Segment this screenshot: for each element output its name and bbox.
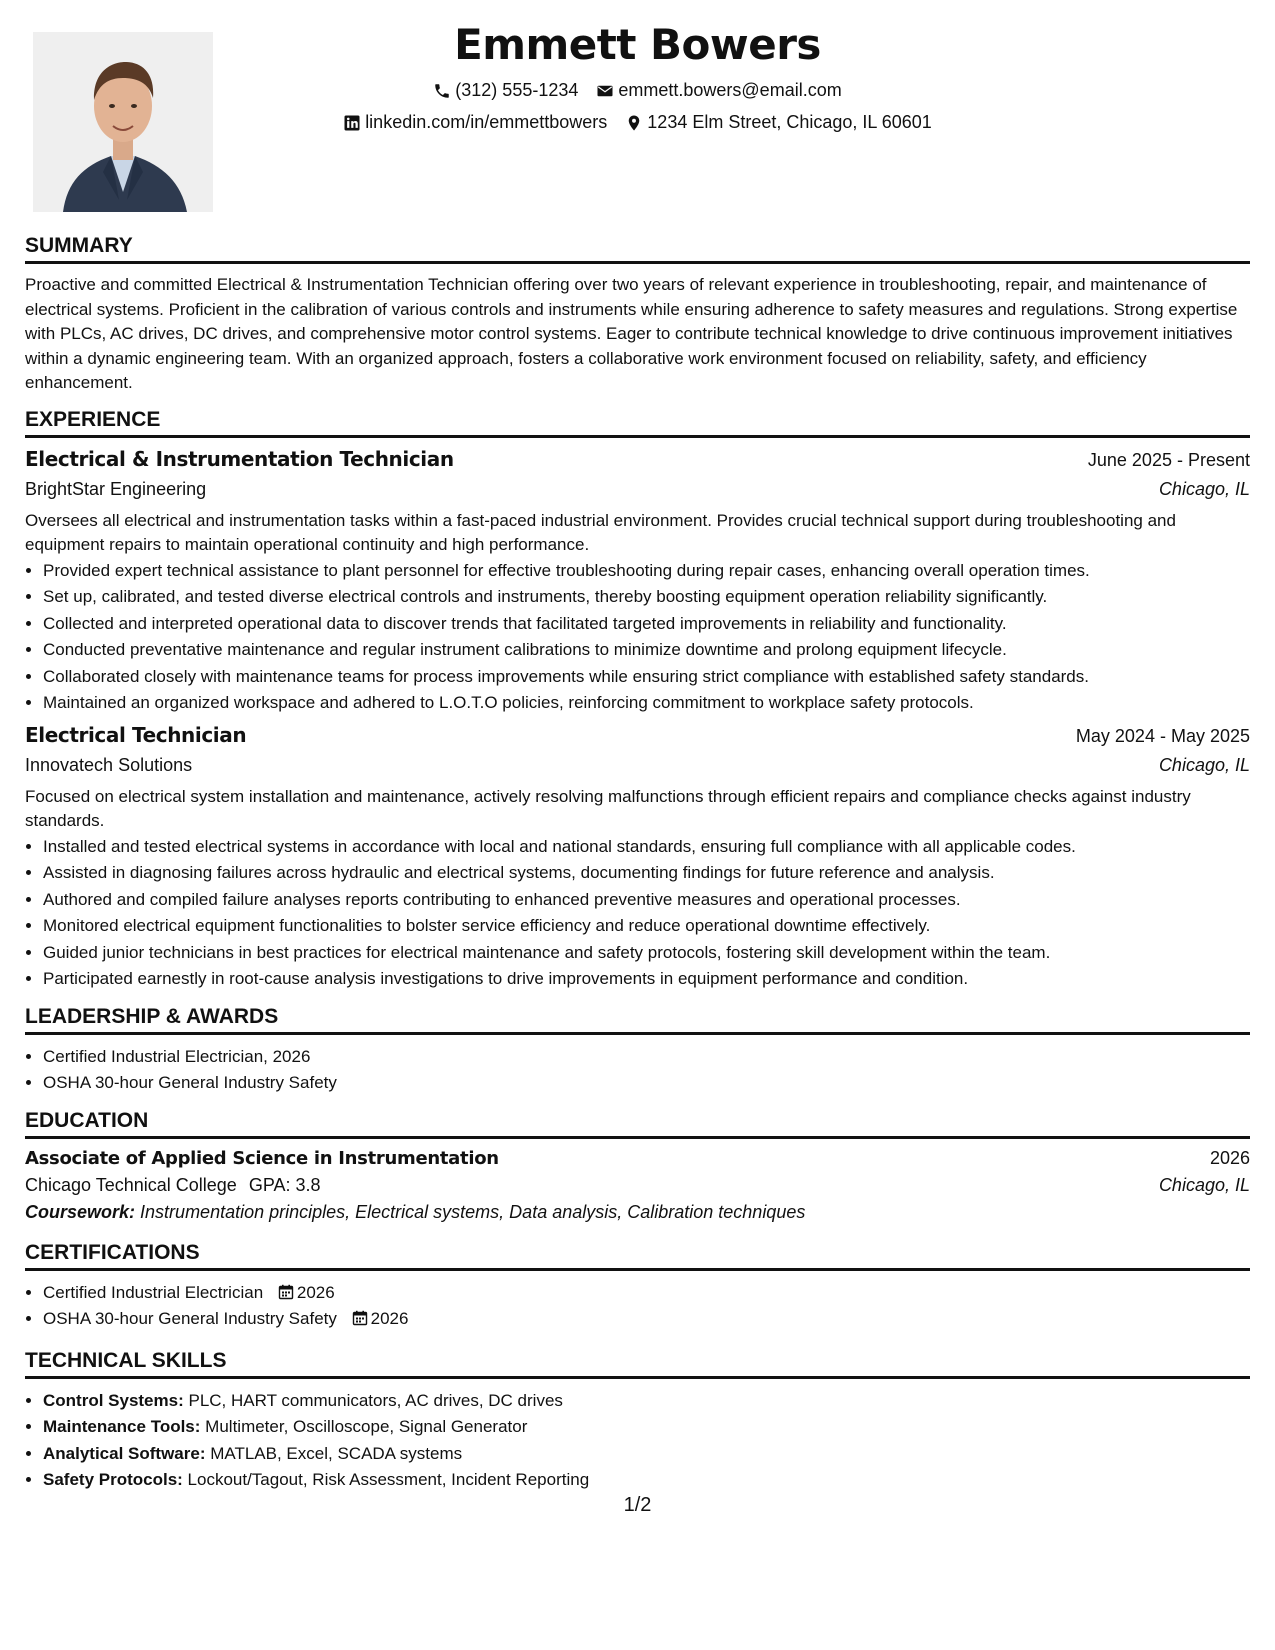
skill-value: Lockout/Tagout, Risk Assessment, Incident Reporting: [187, 1470, 590, 1489]
job-location: Chicago, IL: [1158, 478, 1250, 499]
skill-value: MATLAB, Excel, SCADA systems: [210, 1443, 463, 1463]
education-coursework: [25, 1202, 1250, 1223]
education-degree: Associate of Applied Science in Instrumentation: [25, 1147, 499, 1169]
job-company: Innovatech Solutions: [25, 754, 193, 775]
resume-page: [25, 0, 1250, 1650]
list-item: • Installed and tested electrical systems in accordance with local and national standards, ensuring full compliance with all applicable codes.: [43, 834, 1250, 861]
skills-section: [25, 1349, 1250, 1494]
certifications-list: [25, 1280, 1250, 1333]
skill-label: Safety Protocols:: [43, 1470, 183, 1489]
summary-section: [25, 234, 1250, 396]
map-pin-icon: [625, 114, 643, 132]
certification-year: 2026: [296, 1282, 335, 1302]
certification-name: OSHA 30-hour General Industry Safety: [43, 1309, 337, 1328]
calendar-icon: [352, 1308, 368, 1324]
certification-name: Certified Industrial Electrician: [43, 1282, 264, 1302]
skill-label: Maintenance Tools:: [43, 1417, 201, 1436]
list-item: [43, 1280, 1250, 1307]
skill-label: Analytical Software:: [43, 1443, 206, 1463]
section-title-summary: SUMMARY: [25, 234, 1250, 264]
education-school: Chicago Technical College: [25, 1174, 237, 1195]
skills-list: [25, 1388, 1250, 1494]
page-number: 1/2: [623, 1494, 652, 1516]
email-text: emmett.bowers@email.com: [618, 80, 842, 100]
contact-address: [625, 112, 932, 133]
education-section: [25, 1109, 1250, 1223]
job-bullets: [25, 834, 1250, 993]
section-title-experience: EXPERIENCE: [25, 408, 1250, 438]
skill-value: PLC, HART communicators, AC drives, DC drives: [188, 1390, 563, 1410]
job-title: Electrical Technician: [25, 722, 247, 747]
education-gpa: GPA: 3.8: [248, 1174, 321, 1195]
phone-icon: [433, 82, 451, 100]
list-item: • Conducted preventative maintenance and regular instrument calibrations to minimize downtime and prolong equipment lifecycle.: [43, 637, 1250, 664]
list-item: • Collaborated closely with maintenance teams for process improvements while ensuring strict compliance with established safety standards.: [43, 664, 1250, 691]
job-description: Focused on electrical system installation and maintenance, actively resolving malfunctions through efficient repairs and compliance checks against industry standards.: [25, 786, 1191, 830]
list-item: [43, 1306, 1250, 1333]
leadership-list: [25, 1044, 1250, 1097]
resume-header: [25, 0, 1250, 230]
section-title-skills: TECHNICAL SKILLS: [25, 1349, 1250, 1379]
section-title-certifications: CERTIFICATIONS: [25, 1241, 1250, 1271]
list-item: • Assisted in diagnosing failures across hydraulic and electrical systems, documenting findings for future reference and analysis.: [43, 860, 1250, 887]
list-item: • Monitored electrical equipment functionalities to bolster service efficiency and reduce operational downtime effectively.: [43, 913, 1250, 940]
job-company: BrightStar Engineering: [25, 478, 207, 499]
linkedin-text: linkedin.com/in/emmettbowers: [365, 112, 608, 132]
contact-linkedin[interactable]: [343, 112, 607, 133]
envelope-icon: [596, 82, 614, 100]
list-item: [43, 1441, 1250, 1468]
list-item: [43, 1414, 1250, 1441]
leadership-section: [25, 1005, 1250, 1097]
list-item: • Maintained an organized workspace and adhered to L.O.T.O policies, reinforcing commitment to workplace safety protocols.: [43, 690, 1250, 717]
list-item: • Provided expert technical assistance to plant personnel for effective troubleshooting during repair cases, enhancing overall operation times.: [43, 558, 1250, 585]
job-dates: June 2025 - Present: [1087, 449, 1250, 470]
calendar-icon: [278, 1282, 294, 1298]
certifications-section: [25, 1241, 1250, 1333]
list-item: • Participated earnestly in root-cause analysis investigations to drive improvements in equipment performance and condition.: [43, 966, 1250, 993]
education-location: Chicago, IL: [1158, 1174, 1250, 1195]
phone-text: (312) 555-1234: [455, 80, 579, 100]
certification-year: 2026: [370, 1309, 409, 1328]
list-item: • Set up, calibrated, and tested diverse electrical controls and instruments, thereby boosting equipment operation reliability significantly.: [43, 584, 1250, 611]
job-title: Electrical & Instrumentation Technician: [25, 446, 454, 471]
list-item: • Guided junior technicians in best practices for electrical maintenance and safety protocols, fostering skill development within the team.: [43, 940, 1250, 967]
section-title-education: EDUCATION: [25, 1109, 1250, 1139]
job-dates: May 2024 - May 2025: [1075, 725, 1250, 746]
experience-section: [25, 408, 1250, 993]
job-location: Chicago, IL: [1158, 754, 1250, 775]
education-year: 2026: [1209, 1147, 1250, 1168]
job-entry: [25, 723, 1250, 993]
summary-text: Proactive and committed Electrical & Instrumentation Technician offering over two years of relevant experience in troubleshooting, repair, and maintenance of electrical systems. Proficient in the calibration of various controls and instruments while ensuring adherence to safety measures and regulations. Strong expertise with PLCs, AC drives, DC drives, and comprehensive motor control systems. Eager to contribute technical knowledge to drive continuous improvement initiatives within a dynamic engineering team. With an organized approach, fosters a collaborative work environment focused on reliability, safety, and efficiency enhancement.: [25, 275, 1238, 392]
skill-value: Multimeter, Oscilloscope, Signal Generator: [205, 1417, 528, 1436]
job-entry: [25, 447, 1250, 717]
list-item: • Authored and compiled failure analyses reports contributing to enhanced preventive measures and operational processes.: [43, 887, 1250, 914]
list-item: • Certified Industrial Electrician, 2026: [43, 1044, 1250, 1071]
contact-phone[interactable]: [433, 80, 578, 101]
coursework-text: Instrumentation principles, Electrical systems, Data analysis, Calibration techniques: [140, 1201, 806, 1222]
address-text: 1234 Elm Street, Chicago, IL 60601: [647, 112, 932, 132]
list-item: • Collected and interpreted operational data to discover trends that facilitated targeted improvements in reliability and functionality.: [43, 611, 1250, 638]
job-bullets: [25, 558, 1250, 717]
contact-line-2: [25, 112, 1250, 133]
coursework-label: Coursework:: [25, 1201, 136, 1222]
job-description: Oversees all electrical and instrumentation tasks within a fast-paced industrial environment. Provides crucial technical support during troubleshooting and equipment repairs to maintain operational continuity and high performance.: [25, 510, 1176, 554]
candidate-name: Emmett Bowers: [454, 20, 821, 69]
list-item: • OSHA 30-hour General Industry Safety: [43, 1070, 1250, 1097]
skill-label: Control Systems:: [43, 1390, 184, 1410]
contact-email[interactable]: [596, 80, 841, 101]
contact-line-1: [25, 80, 1250, 101]
list-item: [43, 1388, 1250, 1415]
linkedin-icon: [343, 114, 361, 132]
section-title-leadership: LEADERSHIP & AWARDS: [25, 1005, 1250, 1035]
list-item: [43, 1467, 1250, 1494]
